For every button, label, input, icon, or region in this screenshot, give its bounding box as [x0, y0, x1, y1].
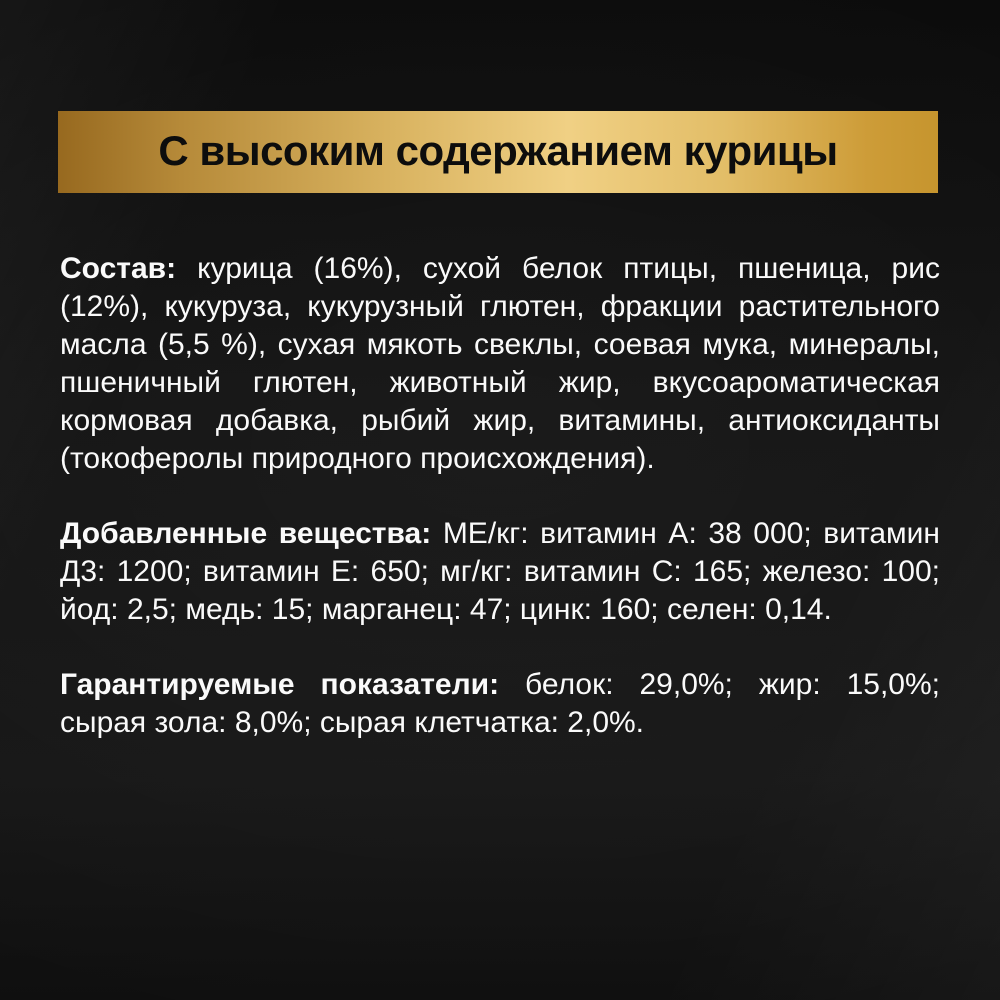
composition-paragraph	[60, 250, 940, 478]
guaranteed-analysis-text: белок: 29,0%; жир: 15,0%; сырая зола: 8,0%; сырая клетчатка: 2,0%.	[60, 668, 940, 739]
additives-label: Добавленные вещества:	[60, 517, 432, 550]
banner-title: С высоким содержанием курицы	[158, 127, 838, 174]
composition-label: Состав:	[60, 252, 177, 285]
guaranteed-analysis-paragraph	[60, 666, 940, 742]
guaranteed-analysis-label: Гарантируемые показатели:	[60, 668, 500, 701]
additives-text: МЕ/кг: витамин А: 38 000; витамин Д3: 1200; витамин Е: 650; мг/кг: витамин С: 165; железо: 100; йод: 2,5; медь: 15; марганец: 47; цинк: 160; селен: 0,14.	[60, 517, 940, 626]
composition-text: курица (16%), сухой белок птицы, пшеница, рис (12%), кукуруза, кукурузный глютен, фракции растительного масла (5,5 %), сухая мякоть свеклы, соевая мука, минералы, пшеничный глютен, животный жир, вкусоароматическая кормовая добавка, рыбий жир, витамины, антиоксиданты (токоферолы природного происхождения).	[60, 252, 940, 475]
highlight-banner	[58, 111, 938, 193]
product-info-text	[60, 250, 940, 779]
additives-paragraph	[60, 515, 940, 629]
